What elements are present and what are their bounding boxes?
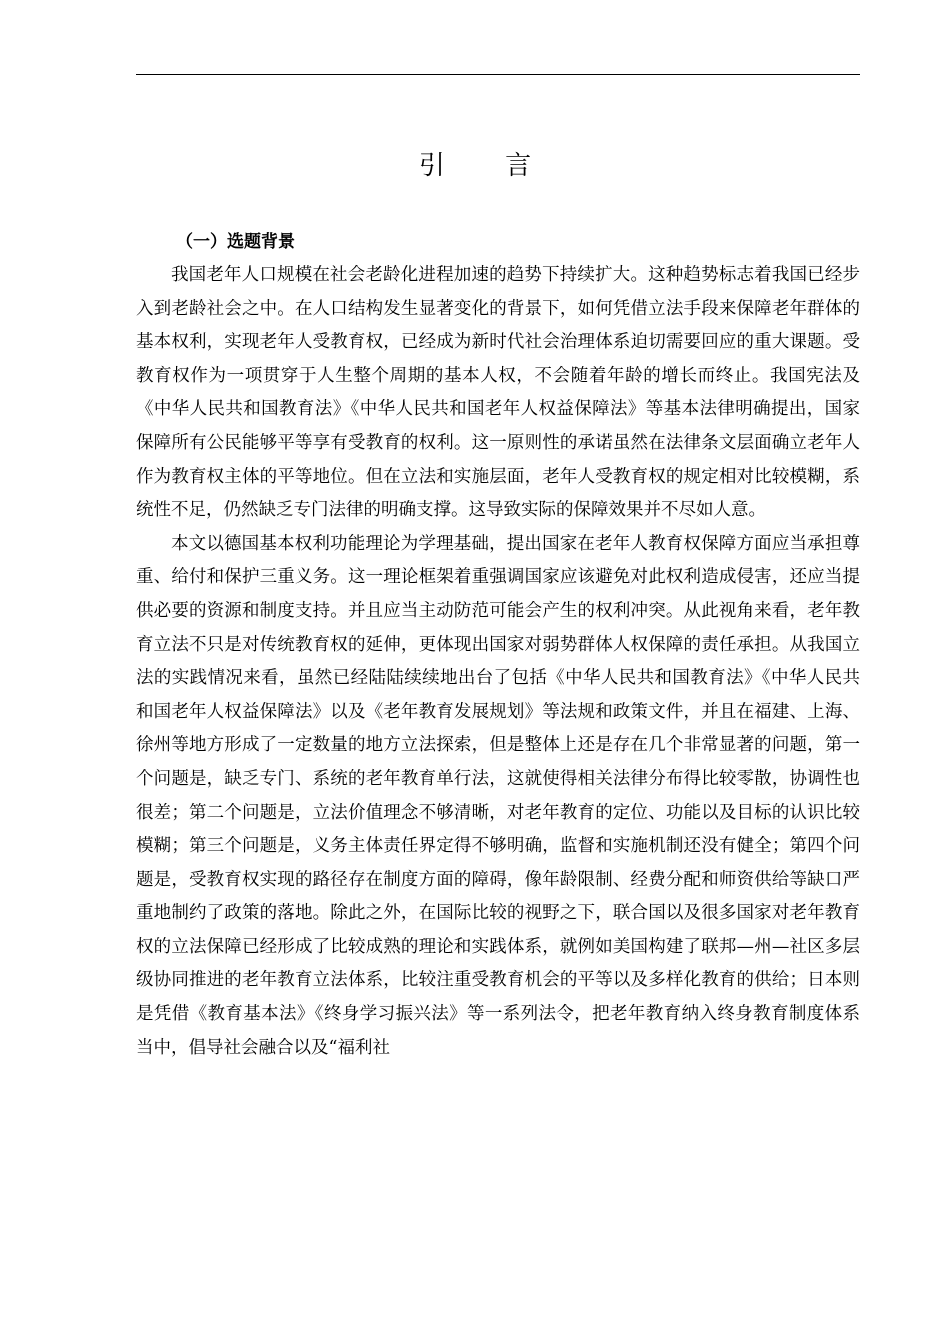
section-heading: （一）选题背景 xyxy=(176,232,295,252)
paragraph-1: 我国老年人口规模在社会老龄化进程加速的趋势下持续扩大。这种趋势标志着我国已经步入到老龄社会之中。在人口结构发生显著变化的背景下，如何凭借立法手段来保障老年群体的基本权利，实现老年人受教育权，已经成为新时代社会治理体系迫切需要回应的重大课题。受教育权作为一项贯穿于人生整个周期的基本人权，不会随着年龄的增长而终止。我国宪法及《中华人民共和国教育法》《中华人民共和国老年人权益保障法》等基本法律明确提出，国家保障所有公民能够平等享有受教育的权利。这一原则性的承诺虽然在法律条文层面确立老年人作为教育权主体的平等地位。但在立法和实施层面，老年人受教育权的规定相对比较模糊，系统性不足，仍然缺乏专门法律的明确支撑。这导致实际的保障效果并不尽如人意。 xyxy=(136,265,860,521)
body-text xyxy=(136,259,860,1065)
header-rule xyxy=(136,74,860,75)
page-title: 引 言 xyxy=(418,151,558,181)
paragraph-2: 本文以德国基本权利功能理论为学理基础，提出国家在老年人教育权保障方面应当承担尊重、给付和保护三重义务。这一理论框架着重强调国家应该避免对此权利造成侵害，还应当提供必要的资源和制度支持。并且应当主动防范可能会产生的权利冲突。从此视角来看，老年教育立法不只是对传统教育权的延伸，更体现出国家对弱势群体人权保障的责任承担。从我国立法的实践情况来看，虽然已经陆陆续续地出台了包括《中华人民共和国教育法》《中华人民共和国老年人权益保障法》以及《老年教育发展规划》等法规和政策文件，并且在福建、上海、徐州等地方形成了一定数量的地方立法探索，但是整体上还是存在几个非常显著的问题，第一个问题是，缺乏专门、系统的老年教育单行法，这就使得相关法律分布得比较零散，协调性也很差；第二个问题是，立法价值理念不够清晰，对老年教育的定位、功能以及目标的认识比较模糊；第三个问题是，义务主体责任界定得不够明确，监督和实施机制还没有健全；第四个问题是，受教育权实现的路径存在制度方面的障碍，像年龄限制、经费分配和师资供给等缺口严重地制约了政策的落地。除此之外，在国际比较的视野之下，联合国以及很多国家对老年教育权的立法保障已经形成了比较成熟的理论和实践体系，就例如美国构建了联邦—州—社区多层级协同推进的老年教育立法体系，比较注重受教育机会的平等以及多样化教育的供给；日本则是凭借《教育基本法》《终身学习振兴法》等一系列法令，把老年教育纳入终身教育制度体系当中，倡导社会融合以及“福利社 xyxy=(136,533,860,1058)
